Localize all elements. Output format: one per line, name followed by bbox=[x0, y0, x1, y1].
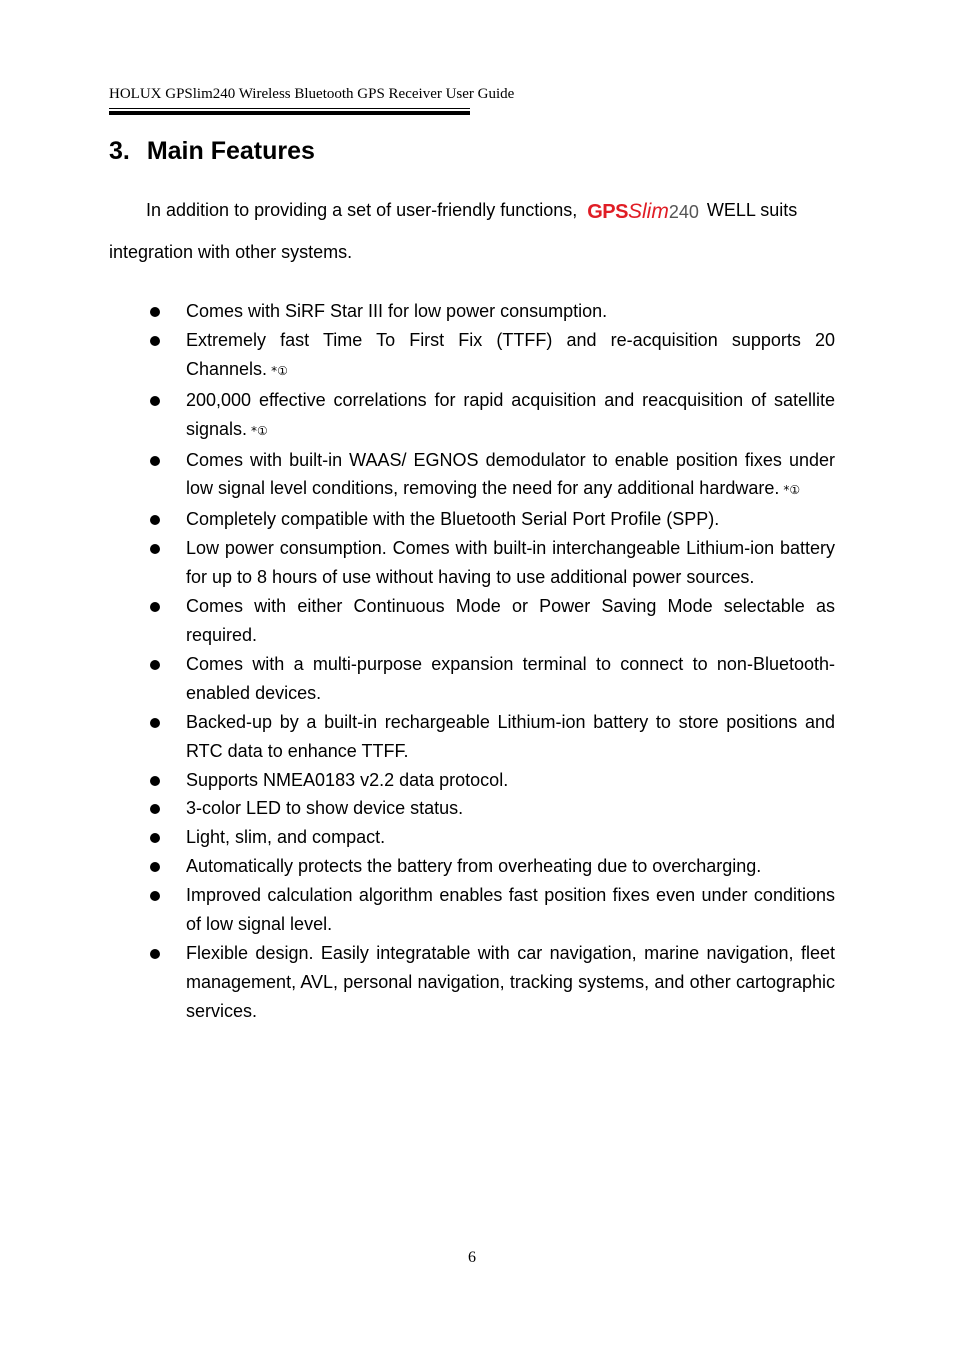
feature-text: Comes with either Continuous Mode or Power Saving Mode selectable as required. bbox=[186, 596, 835, 645]
feature-text: Comes with a multi-purpose expansion terminal to connect to non-Bluetooth-enabled devices. bbox=[186, 653, 835, 703]
feature-text: Comes with built-in WAAS/ EGNOS demodulator to enable position fixes under low signal level conditions, removing the need for any additional hardware. bbox=[186, 449, 835, 499]
bullet-icon bbox=[150, 515, 160, 525]
feature-text: Backed-up by a built-in rechargeable Lithium-ion battery to store positions and RTC data to enhance TTFF. bbox=[186, 711, 835, 761]
feature-list-item bbox=[146, 326, 835, 386]
feature-text: Extremely fast Time To First Fix (TTFF) and re-acquisition supports 20 Channels. bbox=[186, 329, 835, 379]
feature-list bbox=[146, 297, 835, 1026]
bullet-icon bbox=[150, 307, 160, 317]
bullet-icon bbox=[150, 862, 160, 872]
feature-list-item bbox=[146, 592, 835, 650]
bullet-icon bbox=[150, 336, 160, 346]
bullet-icon bbox=[150, 544, 160, 554]
feature-list-item bbox=[146, 852, 835, 881]
section-number: 3. bbox=[109, 137, 130, 165]
bullet-icon bbox=[150, 949, 160, 959]
feature-list-item bbox=[146, 386, 835, 446]
bullet-icon bbox=[150, 804, 160, 814]
feature-text: Low power consumption. Comes with built-in interchangeable Lithium-ion battery for up to 8 hours of use without having to use additional power sources. bbox=[186, 538, 835, 588]
bullet-icon bbox=[150, 456, 160, 466]
feature-list-item bbox=[146, 297, 835, 326]
feature-list-item bbox=[146, 534, 835, 592]
intro-paragraph-line-1 bbox=[146, 200, 797, 221]
bullet-icon bbox=[150, 833, 160, 843]
feature-text: 3-color LED to show device status. bbox=[186, 798, 464, 819]
page-number: 6 bbox=[468, 1249, 476, 1266]
feature-text: Improved calculation algorithm enables fast position fixes even under conditions of low signal level. bbox=[186, 885, 835, 935]
feature-list-item bbox=[146, 446, 835, 506]
intro-text-start: In addition to providing a set of user-friendly functions, bbox=[146, 200, 578, 220]
bullet-icon bbox=[150, 660, 160, 670]
header-rule-thick bbox=[109, 111, 470, 115]
footnote-marker: *① bbox=[251, 423, 268, 438]
bullet-icon bbox=[150, 891, 160, 901]
feature-text: Flexible design. Easily integratable with car navigation, marine navigation, fleet management, AVL, personal navigation, tracking systems, and other cartographic services. bbox=[186, 942, 835, 1021]
running-header: HOLUX GPSlim240 Wireless Bluetooth GPS Receiver User Guide bbox=[109, 86, 515, 102]
section-heading bbox=[109, 137, 315, 166]
bullet-icon bbox=[150, 718, 160, 728]
bullet-icon bbox=[150, 602, 160, 612]
feature-list-item bbox=[146, 939, 835, 1026]
footnote-marker: *① bbox=[271, 363, 288, 378]
feature-text: Supports NMEA0183 v2.2 data protocol. bbox=[186, 769, 509, 790]
feature-list-item bbox=[146, 766, 835, 795]
feature-list-item bbox=[146, 794, 835, 823]
feature-list-item bbox=[146, 823, 835, 852]
header-rule bbox=[109, 108, 470, 115]
section-title: Main Features bbox=[146, 137, 315, 165]
bullet-icon bbox=[150, 396, 160, 406]
feature-text: Automatically protects the battery from overheating due to overcharging. bbox=[186, 856, 762, 877]
feature-list-item bbox=[146, 708, 835, 766]
intro-paragraph-line-2: integration with other systems. bbox=[109, 242, 353, 262]
gpslim240-logo: GPSSlim240 bbox=[587, 200, 699, 223]
feature-text: Completely compatible with the Bluetooth Serial Port Profile (SPP). bbox=[186, 509, 720, 530]
bullet-icon bbox=[150, 776, 160, 786]
footnote-marker: *① bbox=[783, 483, 801, 498]
intro-text-end: WELL suits bbox=[706, 200, 798, 220]
feature-list-item bbox=[146, 650, 835, 708]
feature-text: Comes with SiRF Star III for low power consumption. bbox=[186, 301, 608, 321]
feature-list-item bbox=[146, 881, 835, 939]
feature-text: 200,000 effective correlations for rapid acquisition and reacquisition of satellite signals. bbox=[186, 389, 835, 439]
feature-text: Light, slim, and compact. bbox=[186, 827, 386, 848]
header-rule-thin bbox=[109, 108, 470, 109]
feature-list-item bbox=[146, 505, 835, 534]
